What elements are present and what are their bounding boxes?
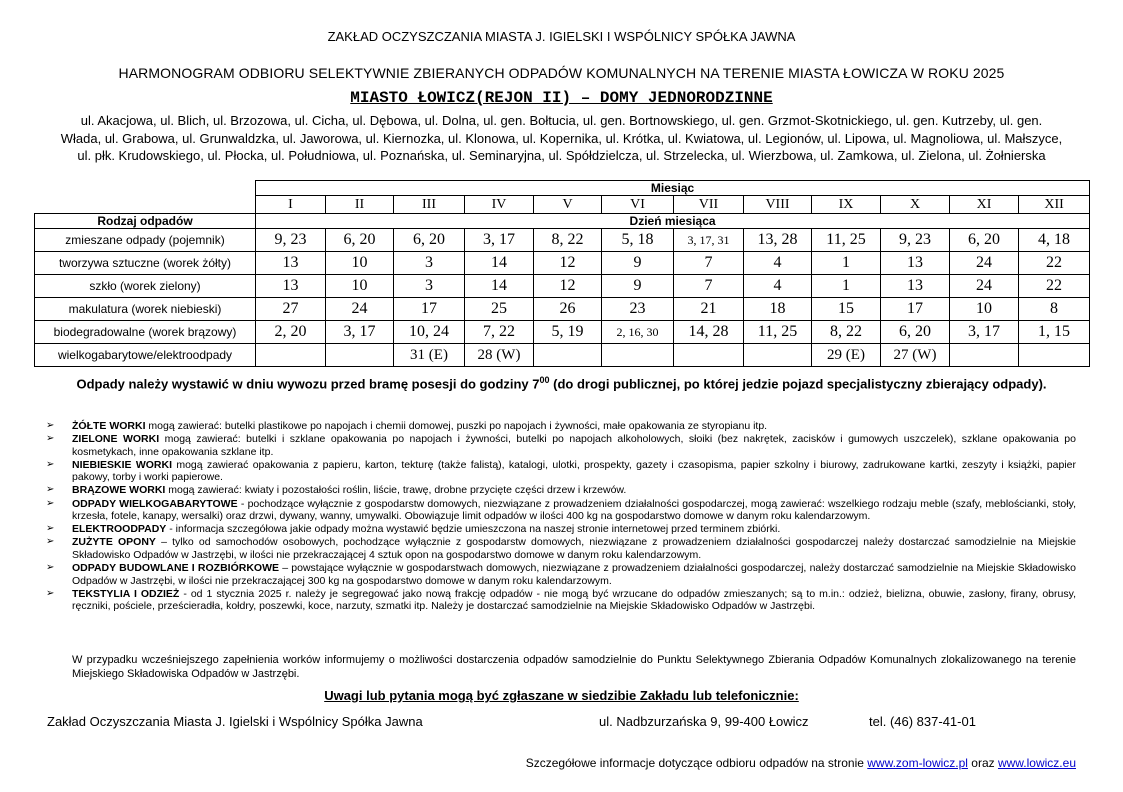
day-cell: 2, 20	[256, 321, 326, 344]
rule-text: - od 1 stycznia 2025 r. należy je segregować jako nową frakcję odpadów - nie mogą być wrzucane do odpadów zmieszanych; są to m.in.: odzież, bielizna, obuwie, zasłony, firany, obrusy, ręczniki, pościele, prześcieradła, kołdry, poszewki, koce, narzuty, szmatki itp. Należy je dostarczać samodzielnie na Miejskie Składowisko Odpadów w Jastrzębi.	[72, 587, 1076, 613]
day-cell: 8, 22	[534, 229, 602, 252]
company-name: ZAKŁAD OCZYSZCZANIA MIASTA J. IGIELSKI I WSPÓLNICY SPÓŁKA JAWNA	[327, 29, 796, 44]
day-cell: 25	[465, 298, 534, 321]
table-row	[35, 344, 1090, 367]
notice-sup: 00	[539, 375, 550, 385]
day-cell: 10, 24	[394, 321, 465, 344]
month-header: Miesiąc	[256, 181, 1090, 196]
day-cell: 3, 17, 31	[674, 229, 744, 252]
day-cell: 13, 28	[744, 229, 812, 252]
day-cell: 1, 15	[1019, 321, 1090, 344]
arrow-bullet-icon: ➢	[46, 587, 55, 599]
footer-joiner: oraz	[967, 756, 998, 770]
rule-text: mogą zawierać: butelki i szklane opakowania po napojach i żywności, butelki po napojach alkoholowych, słoiki (bez nakrętek, zacisków i gumowych uszczelek), szklane opakowania po kosmetykach, inne opakowania szklane itp.	[72, 433, 1076, 458]
month-viii: VIII	[744, 196, 812, 214]
rule-item	[46, 562, 1076, 587]
day-cell: 26	[534, 298, 602, 321]
remarks-heading: Uwagi lub pytania mogą być zgłaszane w siedzibie Zakładu lub telefonicznie:	[324, 688, 799, 703]
month-xi: XI	[950, 196, 1019, 214]
day-cell: 29 (E)	[812, 344, 881, 367]
footer-link-lowicz[interactable]: www.lowicz.eu	[997, 756, 1076, 770]
table-row	[35, 298, 1090, 321]
notice-main: Odpady należy wystawić w dniu wywozu przed bramę posesji do godziny 7	[76, 376, 540, 392]
day-cell: 22	[1019, 252, 1090, 275]
day-cell: 23	[602, 298, 674, 321]
rule-head: ZIELONE WORKI	[72, 433, 160, 446]
waste-type-label: biodegradowalne (worek brązowy)	[35, 321, 256, 344]
day-cell: 7, 22	[465, 321, 534, 344]
type-header: Rodzaj odpadów	[35, 214, 256, 229]
streets-list: ul. Akacjowa, ul. Blich, ul. Brzozowa, ul. Cicha, ul. Dębowa, ul. Dolna, ul. gen. Bołtucia, ul. gen. Bortnowskiego, ul. gen. Grzmot-Skotnickiego, ul. gen. Kutrzeby, ul. gen. Włada, ul. Grabowa, ul. Grunwaldzka, ul. Jaworowa, ul. Kiernozka, ul. Klonowa, ul. Kopernika, ul. Krótka, ul. Kwiatowa, ul. Legionów, ul. Lipowa, ul. Magnoliowa, ul. Małszyce, ul. płk. Krudowskiego, ul. Płocka, ul. Południowa, ul. Poznańska, ul. Seminaryjna, ul. Spółdzielcza, ul. Strzelecka, ul. Wierzbowa, ul. Zamkowa, ul. Zielona, ul. Żołnierska	[60, 113, 1063, 163]
day-cell: 3	[394, 275, 465, 298]
rule-item	[46, 498, 1076, 523]
day-cell	[1019, 344, 1090, 367]
footer-link-zom[interactable]: www.zom-lowicz.pl	[867, 756, 968, 770]
day-cell: 31 (E)	[394, 344, 465, 367]
day-cell: 6, 20	[881, 321, 950, 344]
contact-name: Zakład Oczyszczania Miasta J. Igielski i Wspólnicy Spółka Jawna	[47, 714, 423, 729]
waste-type-label: tworzywa sztuczne (worek żółty)	[35, 252, 256, 275]
day-cell: 13	[256, 275, 326, 298]
day-cell: 28 (W)	[465, 344, 534, 367]
table-row	[35, 229, 1090, 252]
day-cell: 18	[744, 298, 812, 321]
waste-type-label: zmieszane odpady (pojemnik)	[35, 229, 256, 252]
arrow-bullet-icon: ➢	[46, 458, 55, 470]
contact-phone: tel. (46) 837-41-01	[869, 714, 976, 729]
rule-item	[46, 588, 1076, 613]
footer	[526, 756, 1076, 770]
day-cell: 10	[950, 298, 1019, 321]
rule-item	[46, 420, 1076, 433]
rule-item	[46, 484, 1076, 497]
day-cell: 12	[534, 275, 602, 298]
day-cell: 13	[256, 252, 326, 275]
table-row	[35, 275, 1090, 298]
rule-text: – tylko od samochodów osobowych, pochodzące wyłącznie z gospodarstw domowych, niezwiązane z prowadzeniem działalności gospodarczej należy dostarczać samodzielnie na Miejskie Składowisko Odpadów w Jastrzębi, w ilości nie przekraczającej 4 sztuk opon na gospodarstwo domowe w danym roku kalendarzowym.	[72, 536, 1076, 561]
day-cell: 24	[950, 275, 1019, 298]
day-cell: 10	[326, 252, 394, 275]
day-cell: 7	[674, 275, 744, 298]
rule-text: - pochodzące wyłącznie z gospodarstw domowych, niezwiązane z prowadzeniem działalności gospodarczej, mogą zawierać: wszelkiego rodzaju meble (szafy, meblościanki, stoły, krzesła, fotele, kanapy, wersalki) oraz drzwi, dywany, wanny, umywalki. Obowiązuje limit odpadów w ilości 400 kg na gospodarstwo domowe w danym roku kalendarzowym.	[72, 497, 1076, 523]
rule-head: BRĄZOWE WORKI	[72, 484, 166, 497]
day-cell	[534, 344, 602, 367]
month-xii: XII	[1019, 196, 1090, 214]
day-cell	[744, 344, 812, 367]
arrow-bullet-icon: ➢	[46, 562, 55, 574]
arrow-bullet-icon: ➢	[46, 420, 55, 431]
rule-item	[46, 536, 1076, 561]
day-cell: 15	[812, 298, 881, 321]
empty-corner	[35, 196, 256, 214]
day-cell: 13	[881, 275, 950, 298]
region-heading	[0, 89, 1123, 107]
day-cell: 3, 17	[950, 321, 1019, 344]
day-cell	[950, 344, 1019, 367]
day-cell: 22	[1019, 275, 1090, 298]
day-cell: 3	[394, 252, 465, 275]
month-iv: IV	[465, 196, 534, 214]
waste-type-label: wielkogabarytowe/elektroodpady	[35, 344, 256, 367]
month-v: V	[534, 196, 602, 214]
day-cell	[602, 344, 674, 367]
rule-text: - informacja szczegółowa jakie odpady można wystawić będzie umieszczona na naszej stronie internetowej przed terminem zbiórki.	[166, 523, 781, 536]
rule-head: ODPADY BUDOWLANE I ROZBIÓRKOWE	[72, 562, 279, 575]
day-cell: 11, 25	[812, 229, 881, 252]
arrow-bullet-icon: ➢	[46, 497, 55, 509]
rule-head: ELEKTROODPADY	[72, 523, 167, 536]
day-cell: 14, 28	[674, 321, 744, 344]
table-row	[35, 252, 1090, 275]
rule-text: mogą zawierać: kwiaty i pozostałości roślin, liście, trawę, drobne przycięte części drzew i krzewów.	[165, 484, 627, 497]
page-title: HARMONOGRAM ODBIORU SELEKTYWNIE ZBIERANYCH ODPADÓW KOMUNALNYCH NA TERENIE MIASTA ŁOWICZA W ROKU 2025	[118, 65, 1005, 81]
day-cell: 24	[950, 252, 1019, 275]
day-cell: 6, 20	[394, 229, 465, 252]
day-cell: 4	[744, 252, 812, 275]
month-iii: III	[394, 196, 465, 214]
day-cell: 1	[812, 275, 881, 298]
day-cell: 7	[674, 252, 744, 275]
day-cell: 3, 17	[465, 229, 534, 252]
rule-head: NIEBIESKIE WORKI	[72, 458, 173, 471]
day-header: Dzień miesiąca	[256, 214, 1090, 229]
rule-head: ŻÓŁTE WORKI	[72, 420, 146, 432]
rule-text: mogą zawierać: butelki plastikowe po napojach i chemii domowej, puszki po napojach i żywności, małe opakowania ze styropianu itp.	[145, 420, 768, 432]
day-cell	[326, 344, 394, 367]
contact-address: ul. Nadbzurzańska 9, 99-400 Łowicz	[599, 714, 809, 729]
rule-text: – powstające wyłącznie w gospodarstwach domowych, niezwiązane z prowadzeniem działalności gospodarczej, należy dostarczać samodzielnie na Miejskie Składowisko Odpadów w Jastrzębi, w ilości nie przekraczającej 300 kg na gospodarstwo domowe w danym roku kalendarzowym.	[72, 562, 1076, 587]
month-x: X	[881, 196, 950, 214]
day-cell: 27 (W)	[881, 344, 950, 367]
day-cell: 14	[465, 252, 534, 275]
day-cell: 21	[674, 298, 744, 321]
day-cell: 13	[881, 252, 950, 275]
collection-notice	[0, 372, 1123, 392]
day-cell: 6, 20	[326, 229, 394, 252]
day-cell	[674, 344, 744, 367]
day-cell: 3, 17	[326, 321, 394, 344]
rule-head: ZUŻYTE OPONY	[72, 536, 156, 549]
day-cell: 24	[326, 298, 394, 321]
rule-item	[46, 523, 1076, 536]
month-i: I	[256, 196, 326, 214]
rules-list	[46, 420, 1076, 613]
day-cell: 9	[602, 275, 674, 298]
month-ix: IX	[812, 196, 881, 214]
arrow-bullet-icon: ➢	[46, 523, 55, 535]
month-vii: VII	[674, 196, 744, 214]
arrow-bullet-icon: ➢	[46, 536, 55, 548]
rule-text: mogą zawierać opakowania z papieru, karton, tekturę (także falistą), katalogi, ulotki, prospekty, gazety i czasopisma, papier szkolny i biurowy, zadrukowane kartki, zeszyty i książki, papier pakowy, torby i worki papierowe.	[72, 458, 1076, 484]
day-cell: 10	[326, 275, 394, 298]
day-cell: 11, 25	[744, 321, 812, 344]
day-cell: 9	[602, 252, 674, 275]
notice-rest: (do drogi publicznej, po której jedzie pojazd specjalistyczny zbierający odpady).	[549, 376, 1047, 392]
region-label: MIASTO ŁOWICZ(REJON II) – DOMY JEDNORODZINNE	[350, 89, 773, 107]
month-vi: VI	[602, 196, 674, 214]
arrow-bullet-icon: ➢	[46, 433, 55, 445]
day-cell: 17	[394, 298, 465, 321]
rule-head: ODPADY WIELKOGABARYTOWE	[72, 497, 238, 510]
waste-type-label: makulatura (worek niebieski)	[35, 298, 256, 321]
empty-corner	[35, 181, 256, 196]
day-cell: 14	[465, 275, 534, 298]
table-row	[35, 321, 1090, 344]
day-cell: 4, 18	[1019, 229, 1090, 252]
day-cell: 5, 18	[602, 229, 674, 252]
day-cell: 9, 23	[881, 229, 950, 252]
day-cell: 8, 22	[812, 321, 881, 344]
day-cell: 2, 16, 30	[602, 321, 674, 344]
day-cell	[256, 344, 326, 367]
day-cell: 17	[881, 298, 950, 321]
rule-item	[46, 459, 1076, 484]
rule-head: TEKSTYLIA I ODZIEŻ	[72, 587, 180, 600]
extra-info: W przypadku wcześniejszego zapełnienia worków informujemy o możliwości dostarczenia odpadów samodzielnie do Punktu Selektywnego Zbierania Odpadów Komunalnych zlokalizowanego na terenie Miejskiego Składowiska Odpadów w Jastrzębi.	[72, 654, 1076, 680]
day-cell: 12	[534, 252, 602, 275]
rule-item	[46, 433, 1076, 458]
day-cell: 6, 20	[950, 229, 1019, 252]
month-ii: II	[326, 196, 394, 214]
day-cell: 5, 19	[534, 321, 602, 344]
day-cell: 8	[1019, 298, 1090, 321]
day-cell: 9, 23	[256, 229, 326, 252]
day-cell: 4	[744, 275, 812, 298]
waste-type-label: szkło (worek zielony)	[35, 275, 256, 298]
day-cell: 1	[812, 252, 881, 275]
day-cell: 27	[256, 298, 326, 321]
arrow-bullet-icon: ➢	[46, 484, 55, 496]
schedule-table	[34, 180, 1090, 367]
footer-text: Szczegółowe informacje dotyczące odbioru odpadów na stronie	[525, 756, 868, 770]
